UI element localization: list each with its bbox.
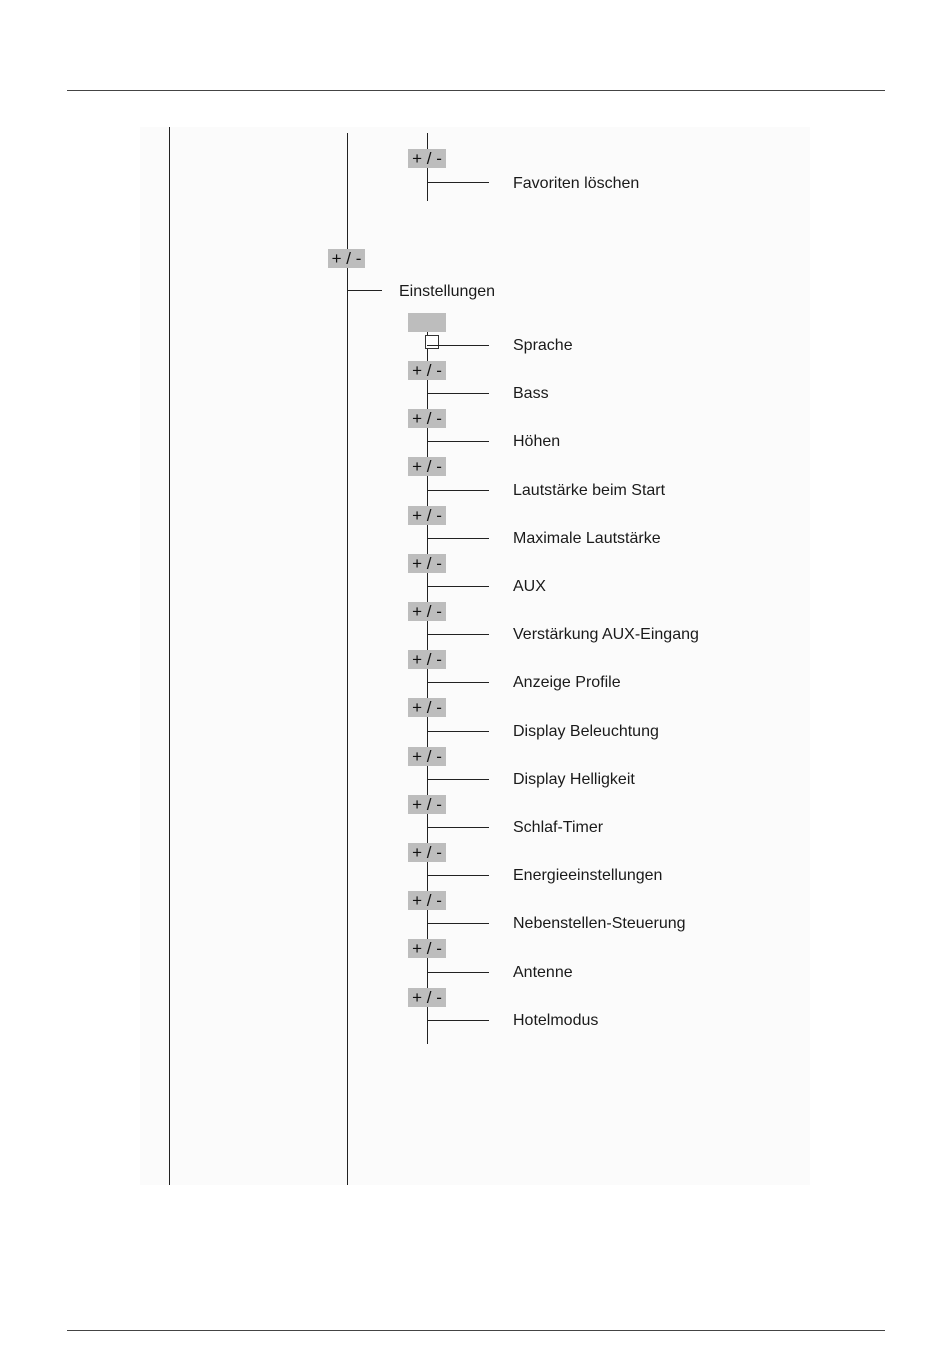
select-key [408,313,446,332]
menu-item-einstellungen: Einstellungen [399,283,496,300]
branch-connector [427,875,489,876]
header-rule [67,90,885,91]
settings-item: Display Beleuchtung [513,723,659,740]
branch-connector [347,290,382,291]
settings-item: Nebenstellen-Steuerung [513,915,686,932]
menu-item-favoriten-loeschen: Favoriten löschen [513,175,640,192]
plus-minus-key: + / - [408,891,446,910]
branch-connector [427,490,489,491]
plus-minus-key: + / - [408,554,446,573]
plus-minus-key: + / - [408,939,446,958]
settings-item: Display Helligkeit [513,771,635,788]
settings-item: Anzeige Profile [513,674,621,691]
plus-minus-key: + / - [408,650,446,669]
settings-item: AUX [513,578,546,595]
settings-item: Antenne [513,964,573,981]
settings-item: Maximale Lautstärke [513,530,661,547]
plus-minus-key: + / - [408,457,446,476]
plus-minus-key: + / - [408,795,446,814]
branch-connector [427,972,489,973]
plus-minus-key: + / - [408,843,446,862]
plus-minus-key: + / - [408,988,446,1007]
plus-minus-key: + / - [408,747,446,766]
plus-minus-key: + / - [328,249,365,268]
plus-minus-key: + / - [408,361,446,380]
settings-item: Sprache [513,337,573,354]
branch-connector [427,345,489,346]
square-icon [425,335,439,349]
settings-item: Energieeinstellungen [513,867,663,884]
tree-line-level-1 [169,127,170,1185]
settings-item: Bass [513,385,549,402]
settings-item: Lautstärke beim Start [513,482,666,499]
branch-connector [427,779,489,780]
branch-connector [427,182,489,183]
branch-connector [427,634,489,635]
branch-connector [427,538,489,539]
branch-connector [427,393,489,394]
plus-minus-key: + / - [408,409,446,428]
branch-connector [427,586,489,587]
settings-item: Schlaf-Timer [513,819,604,836]
settings-item: Verstärkung AUX-Eingang [513,626,699,643]
plus-minus-key: + / - [408,602,446,621]
settings-item: Höhen [513,433,561,450]
branch-connector [427,731,489,732]
plus-minus-key: + / - [408,506,446,525]
tree-line-level-3-settings [427,331,428,1044]
branch-connector [427,682,489,683]
branch-connector [427,923,489,924]
plus-minus-key: + / - [408,698,446,717]
plus-minus-key: + / - [408,149,446,168]
branch-connector [427,827,489,828]
branch-connector [427,441,489,442]
branch-connector [427,1020,489,1021]
footer-rule [67,1330,885,1331]
settings-item: Hotelmodus [513,1012,599,1029]
